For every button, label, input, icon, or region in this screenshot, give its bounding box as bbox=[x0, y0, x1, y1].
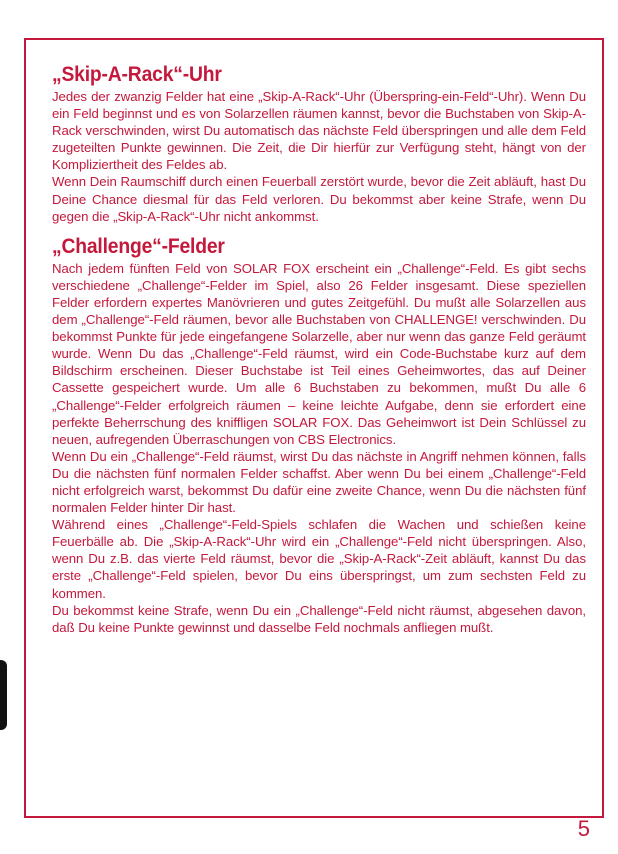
paragraph: Nach jedem fünften Feld von SOLAR FOX erscheint ein „Challenge“-Feld. Es gibt sechs verschiedene „Challenge“-Felder im Spiel, also 26 Felder insgesamt. Diese speziellen Felder erfordern expertes Manövrieren und gutes Zeitgefühl. Du mußt alle Solarzellen aus dem „Challenge“-Feld räumen, bevor alle Buchstaben von CHALLENGE! verschwinden. Du bekommst Punkte für jede eingefangene Solarzelle, aber nur wenn das ganze Feld geräumt wurde. Wenn Du das „Challenge“-Feld räumst, wird ein Code-Buchstabe kurz auf dem Bildschirm erscheinen. Dieser Buchstabe ist Teil eines Geheimwortes, das auf Deiner Cassette gespeichert wurde. Um alle 6 Buchstaben zu bekommen, mußt Du alle 6 „Challenge“-Felder erfolgreich räumen – keine leichte Aufgabe, denn sie erfordert eine perfekte Beherrschung des kniffligen SOLAR FOX. Das Geheimwort ist Dein Schlüssel zu neuen, aufregenden Überraschungen von CBS Electronics. bbox=[52, 260, 586, 447]
paragraph: Jedes der zwanzig Felder hat eine „Skip-A-Rack“-Uhr (Überspring-ein-Feld“-Uhr). Wenn Du ein Feld beginnst und es von Solarzellen räumen kannst, bevor die Buchstaben von Skip-A-Rack verschwinden, wirst Du automatisch das nächste Feld überspringen und alle dem Feld zugeteilten Punkte gewinnen. Die Zeit, die Dir hierfür zur Verfügung steht, hängt von der Kompliziertheit des Feldes ab. bbox=[52, 89, 586, 173]
manual-page-content bbox=[52, 62, 586, 636]
section-title-challenge: „Challenge“-Felder bbox=[52, 234, 225, 258]
section-title-skip-a-rack: „Skip-A-Rack“-Uhr bbox=[52, 63, 222, 86]
page-number: 5 bbox=[577, 816, 590, 841]
paragraph: Während eines „Challenge“-Feld-Spiels schlafen die Wachen und schießen keine Feuerbälle ab. Die „Skip-A-Rack“-Uhr wird ein „Challenge“-Feld nicht überspringen. Also, wenn Du z.B. das vierte Feld räumst, bevor die „Skip-A-Rack“-Zeit abläuft, kannst Du das erste „Challenge“-Feld spielen, bevor Du eins überspringst, um zum sechsten Feld zu kommen. bbox=[52, 517, 586, 601]
edge-binding-mark bbox=[0, 660, 7, 730]
paragraph: Wenn Dein Raumschiff durch einen Feuerball zerstört wurde, bevor die Zeit abläuft, hast Du Deine Chance diesmal für das Feld verloren. Du bekommst aber keine Strafe, wenn Du gegen die „Skip-A-Rack“-Uhr nicht ankommst. bbox=[52, 174, 586, 224]
paragraph: Wenn Du ein „Challenge“-Feld räumst, wirst Du das nächste in Angriff nehmen können, falls Du die nächsten fünf normalen Felder schaffst. Aber wenn Du bei einem „Challenge“-Feld nicht erfolgreich warst, bekommst Du dafür eine zweite Chance, wenn Du die nächsten fünf normalen Felder hinter Dir hast. bbox=[52, 448, 586, 516]
paragraph: Du bekommst keine Strafe, wenn Du ein „Challenge“-Feld nicht räumst, abgesehen davon, daß Du keine Punkte gewinnst und dasselbe Feld nochmals anfliegen mußt. bbox=[52, 602, 586, 635]
